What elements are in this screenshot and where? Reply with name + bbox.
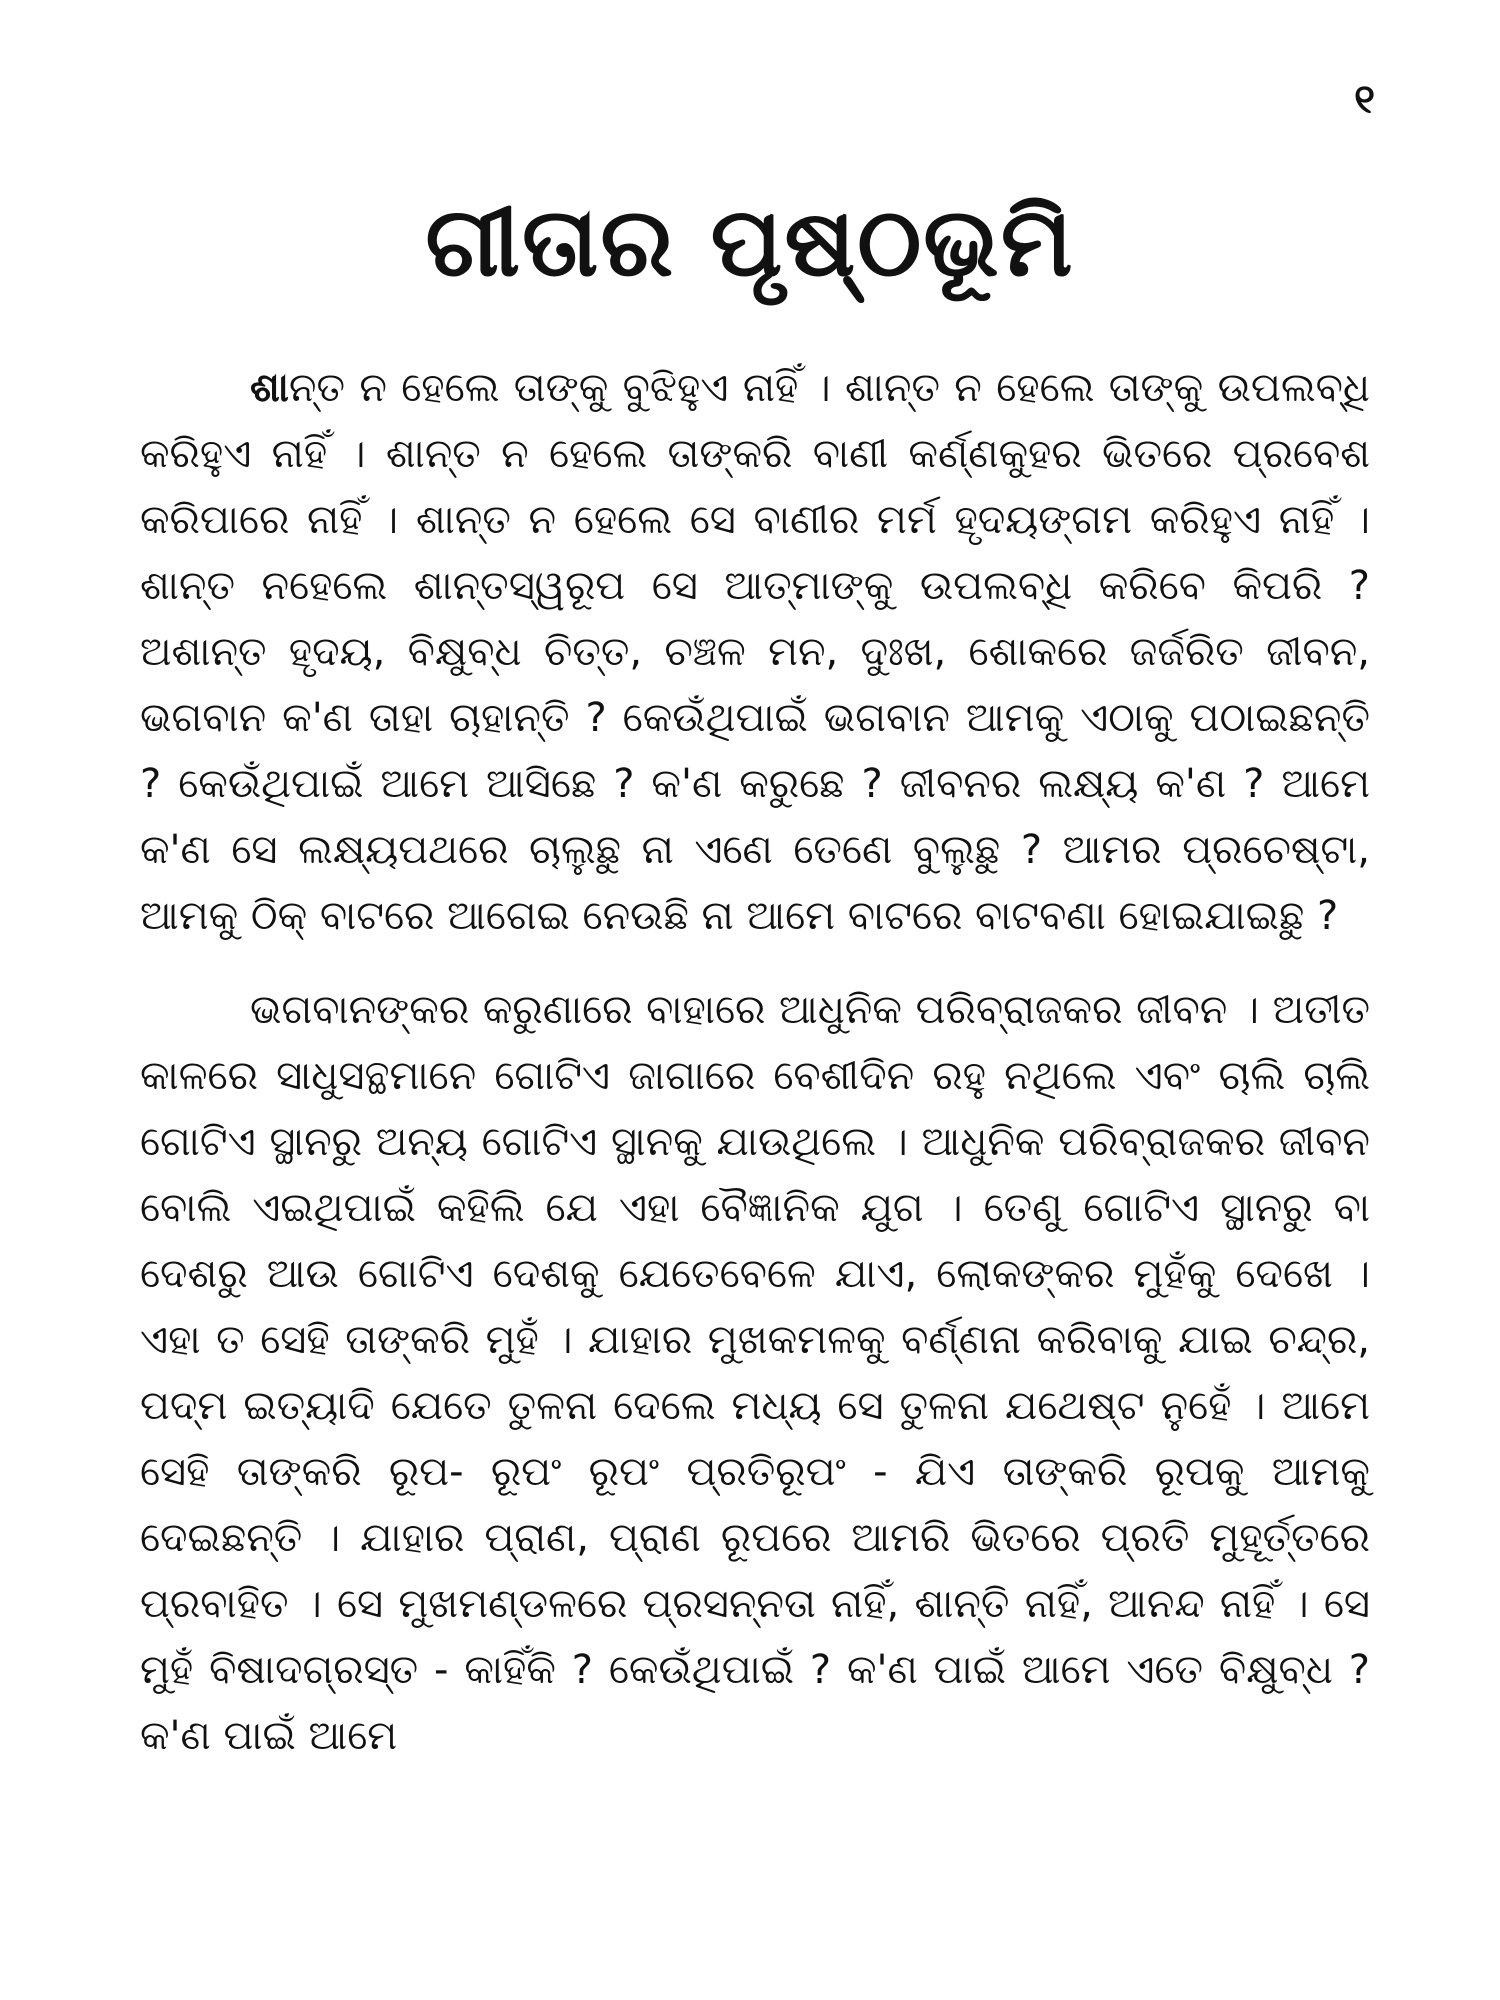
body-text xyxy=(140,355,1370,1769)
paragraph-1 xyxy=(140,355,1370,949)
paragraph-2-text: ଭଗବାନଙ୍କର କରୁଣାରେ ବାହାରେ ଆଧୁନିକ ପରିବ୍ରାଜକର ଜୀବନ । ଅତୀତ କାଳରେ ସାଧୁସନ୍ଥମାନେ ଗୋଟିଏ ଜାଗାରେ ବେଶୀଦିନ ରହୁ ନଥିଲେ ଏବଂ ଚାଲି ଚାଲି ଗୋଟିଏ ସ୍ଥାନରୁ ଅନ୍ୟ ଗୋଟିଏ ସ୍ଥାନକୁ ଯାଉଥିଲେ । ଆଧୁନିକ ପରିବ୍ରାଜକର ଜୀବନ ବୋଲି ଏଇଥିପାଇଁ କହିଲି ଯେ ଏହା ବୈଜ୍ଞାନିକ ଯୁଗ । ତେଣୁ ଗୋଟିଏ ସ୍ଥାନରୁ ବା ଦେଶରୁ ଆଉ ଗୋଟିଏ ଦେଶକୁ ଯେତେବେଳେ ଯାଏ, ଲୋକଙ୍କର ମୁହଁକୁ ଦେଖେ । ଏହା ତ ସେହି ତାଙ୍କରି ମୁହଁ । ଯାହାର ମୁଖକମଳକୁ ବର୍ଣ୍ଣନା କରିବାକୁ ଯାଇ ଚନ୍ଦ୍ର, ପଦ୍ମ ଇତ୍ୟାଦି ଯେତେ ତୁଳନା ଦେଲେ ମଧ୍ୟ ସେ ତୁଳନା ଯଥେଷ୍ଟ ନୁହେଁ । ଆମେ ସେହି ତାଙ୍କରି ରୂପ- ରୂପଂ ରୂପଂ ପ୍ରତିରୂପଂ - ଯିଏ ତାଙ୍କରି ରୂପକୁ ଆମକୁ ଦେଇଛନ୍ତି । ଯାହାର ପ୍ରାଣ, ପ୍ରାଣ ରୂପରେ ଆମରି ଭିତରେ ପ୍ରତି ମୁହୂର୍ତ୍ତରେ ପ୍ରବାହିତ । ସେ ମୁଖମଣ୍ଡଳରେ ପ୍ରସନ୍ନତା ନାହିଁ, ଶାନ୍ତି ନାହିଁ, ଆନନ୍ଦ ନାହିଁ । ସେ ମୁହଁ ବିଷାଦଗ୍ରସ୍ତ - କାହିଁକି ? କେଉଁଥିପାଇଁ ? କ'ଣ ପାଇଁ ଆମେ ଏତେ ବିକ୍ଷୁବ୍ଧ ? କ'ଣ ପାଇଁ ଆମେ xyxy=(140,987,1370,1759)
paragraph-2 xyxy=(140,977,1370,1769)
chapter-title: ଗୀତାର ପୃଷ୍ଠଭୂମି xyxy=(425,186,1075,298)
paragraph-1-text: ନ୍ତ ନ ହେଲେ ତାଙ୍କୁ ବୁଝିହୁଏ ନାହିଁ । ଶାନ୍ତ ନ ହେଲେ ତାଙ୍କୁ ଉପଲବ୍ଧି କରିହୁଏ ନାହିଁ । ଶାନ୍ତ ନ ହେଲେ ତାଙ୍କରି ବାଣୀ କର୍ଣ୍ଣକୁହର ଭିତରେ ପ୍ରବେଶ କରିପାରେ ନାହିଁ । ଶାନ୍ତ ନ ହେଲେ ସେ ବାଣୀର ମର୍ମ ହୃଦୟଙ୍ଗମ କରିହୁଏ ନାହିଁ । ଶାନ୍ତ ନହେଲେ ଶାନ୍ତସ୍ୱରୂପ ସେ ଆତ୍ମାଙ୍କୁ ଉପଲବ୍ଧି କରିବେ କିପରି ? ଅଶାନ୍ତ ହୃଦୟ, ବିକ୍ଷୁବ୍ଧ ଚିତ୍ତ, ଚଞ୍ଚଳ ମନ, ଦୁଃଖ, ଶୋକରେ ଜର୍ଜରିତ ଜୀବନ, ଭଗବାନ କ'ଣ ତାହା ଚାହାନ୍ତି ? କେଉଁଥିପାଇଁ ଭଗବାନ ଆମକୁ ଏଠାକୁ ପଠାଇଛନ୍ତି ? କେଉଁଥିପାଇଁ ଆମେ ଆସିଛେ ? କ'ଣ କରୁଛେ ? ଜୀବନର ଲକ୍ଷ୍ୟ କ'ଣ ? ଆମେ କ'ଣ ସେ ଲକ୍ଷ୍ୟପଥରେ ଚାଲୁଛୁ ନା ଏଣେ ତେଣେ ବୁଲୁଛୁ ? ଆମର ପ୍ରଚେଷ୍ଟା, ଆମକୁ ଠିକ୍ ବାଟରେ ଆଗେଇ ନେଉଛି ନା ଆମେ ବାଟରେ ବାଟବଣା ହୋଇଯାଇଛୁ ? xyxy=(140,365,1370,939)
page-number: ୧ xyxy=(1354,77,1375,123)
drop-lead: ଶା xyxy=(250,365,289,411)
